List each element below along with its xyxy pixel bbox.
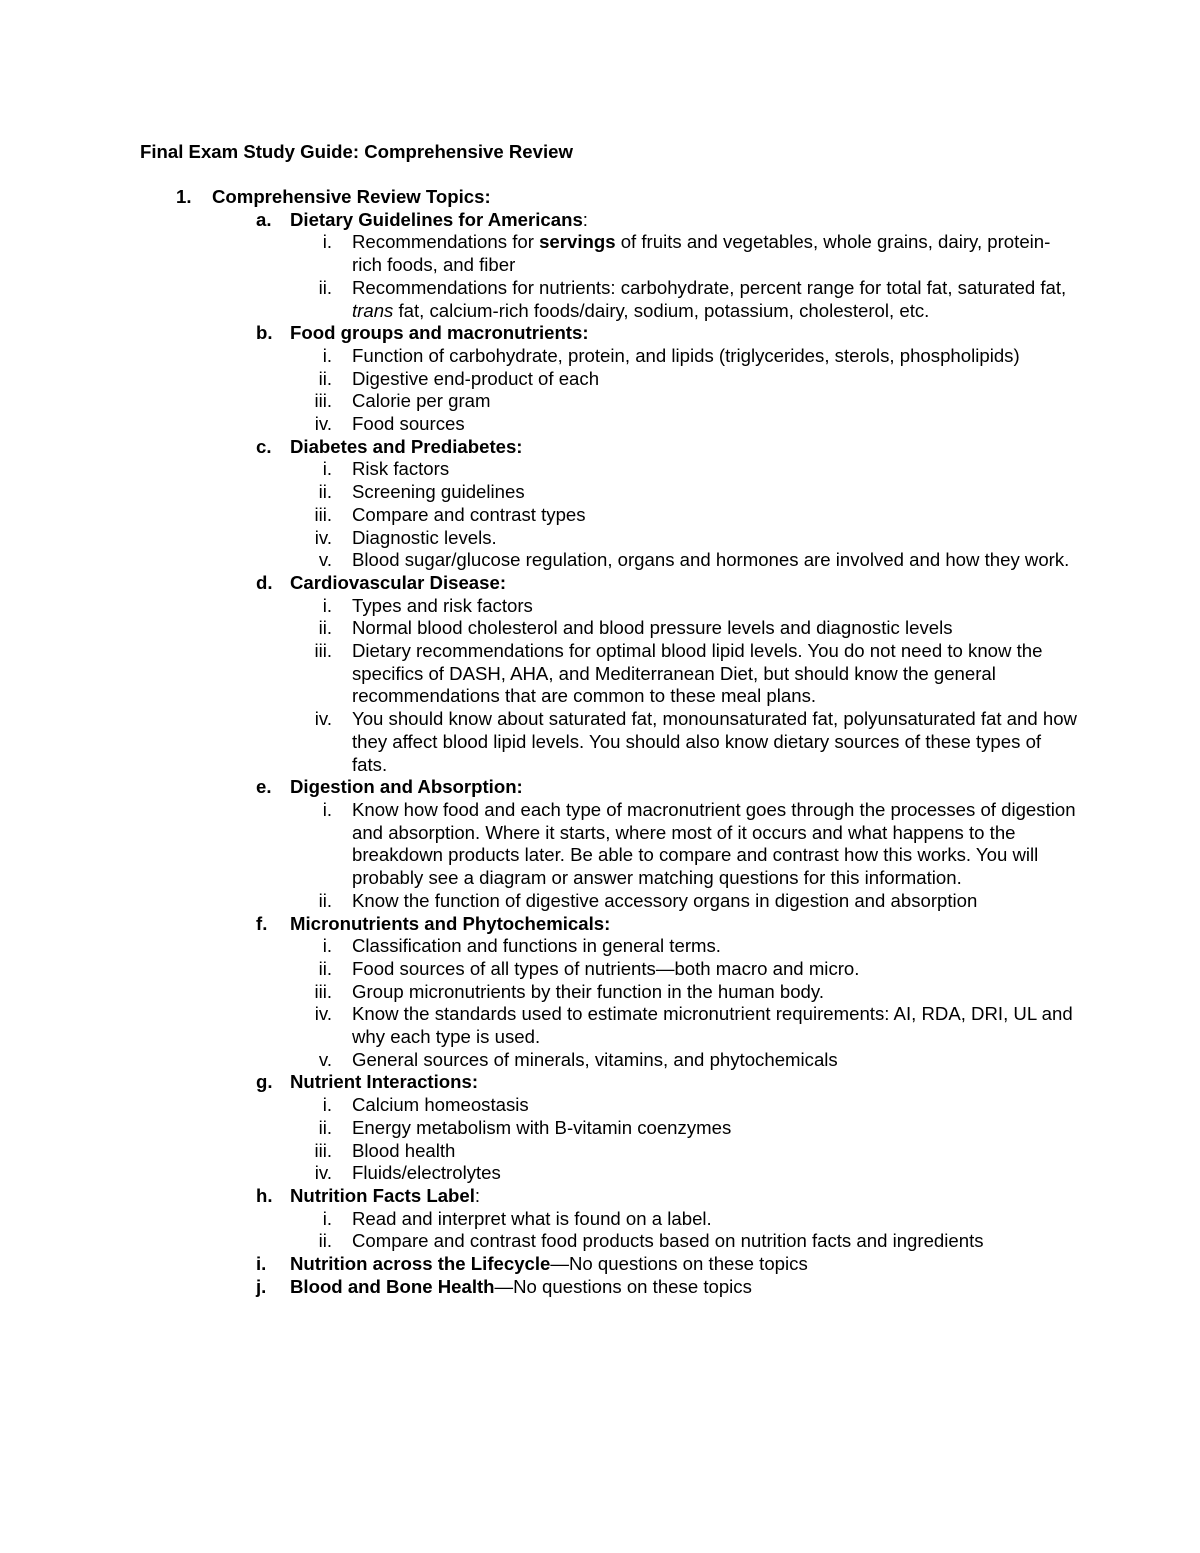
item-text: Fluids/electrolytes: [352, 1162, 501, 1184]
topic-item: [140, 1208, 1080, 1231]
item-text: Food sources: [352, 413, 465, 435]
topic-heading-suffix: :: [474, 1184, 481, 1206]
topic-marker: a.: [256, 208, 272, 230]
topic-heading: Blood and Bone Health: [290, 1275, 495, 1297]
section-heading-row: [140, 186, 1080, 209]
item-text: Calorie per gram: [352, 390, 491, 412]
topic-item: [140, 1230, 1080, 1253]
topic-heading-row: [140, 572, 1080, 595]
topic-marker: i.: [256, 1253, 267, 1275]
topic-heading: Food groups and macronutrients:: [290, 322, 589, 344]
topic-heading-row: [140, 913, 1080, 936]
item-marker: i.: [322, 1094, 332, 1116]
topic-heading-row: [140, 322, 1080, 345]
item-marker: ii.: [318, 1116, 332, 1138]
item-text: Compare and contrast food products based on nutrition facts and ingredients: [352, 1230, 984, 1252]
topic-heading: Digestion and Absorption:: [290, 776, 523, 798]
item-marker: i.: [322, 594, 332, 616]
item-text: Blood sugar/glucose regulation, organs and hormones are involved and how they work.: [352, 549, 1070, 571]
topic-heading: Nutrition Facts Label: [290, 1184, 475, 1206]
topic-item: [140, 958, 1080, 981]
item-marker: i.: [322, 344, 332, 366]
topic-item: [140, 1117, 1080, 1140]
topic-item: [140, 345, 1080, 368]
item-marker: iii.: [314, 390, 332, 412]
item-text-post: fat, calcium-rich foods/dairy, sodium, potassium, cholesterol, etc.: [393, 299, 930, 321]
item-text: Know the standards used to estimate micronutrient requirements: AI, RDA, DRI, UL and why each type is used.: [352, 1003, 1073, 1048]
topic-heading-row: [140, 776, 1080, 799]
topic-list: [140, 209, 1080, 1299]
topic-item: [140, 458, 1080, 481]
topic-heading-row: [140, 1276, 1080, 1299]
item-marker: iv.: [314, 526, 332, 548]
item-text: Types and risk factors: [352, 594, 533, 616]
item-marker: iv.: [314, 1003, 332, 1025]
item-text: Risk factors: [352, 458, 450, 480]
item-text: Calcium homeostasis: [352, 1094, 529, 1116]
topic-heading: Nutrient Interactions:: [290, 1071, 479, 1093]
topic-marker: b.: [256, 322, 273, 344]
topic-item: [140, 890, 1080, 913]
item-marker: ii.: [318, 957, 332, 979]
item-text: Know how food and each type of macronutrient goes through the processes of digestion and absorption. Where it starts, where most of it occurs and what happens to the breakdown products later. Be able to compare and contrast how this works. You will probably see a diagram or answer matching questions for this information.: [352, 798, 1076, 889]
item-marker: i.: [322, 458, 332, 480]
topic-item: [140, 368, 1080, 391]
topic-marker: e.: [256, 776, 272, 798]
item-marker: iii.: [314, 503, 332, 525]
topic-heading-row: [140, 1185, 1080, 1208]
item-text: Energy metabolism with B-vitamin coenzymes: [352, 1116, 732, 1138]
item-text: Dietary recommendations for optimal blood lipid levels. You do not need to know the specifics of DASH, AHA, and Mediterranean Diet, but should know the general recommendations that are common to these meal plans.: [352, 640, 1043, 707]
item-marker: v.: [318, 549, 332, 571]
topic-item: [140, 277, 1080, 322]
topic-heading-row: [140, 1071, 1080, 1094]
topic-item: [140, 413, 1080, 436]
topic-marker: h.: [256, 1184, 273, 1206]
item-marker: iii.: [314, 1139, 332, 1161]
item-text: Group micronutrients by their function in the human body.: [352, 980, 824, 1002]
topic-marker: d.: [256, 571, 273, 593]
item-text: Classification and functions in general terms.: [352, 935, 721, 957]
topic-item: [140, 1003, 1080, 1048]
topic-item: [140, 935, 1080, 958]
item-marker: iii.: [314, 640, 332, 662]
item-marker: i.: [322, 231, 332, 253]
topic-heading: Micronutrients and Phytochemicals:: [290, 912, 611, 934]
topic-heading-row: [140, 1253, 1080, 1276]
item-marker: iv.: [314, 1162, 332, 1184]
topic-heading-suffix: —No questions on these topics: [550, 1253, 808, 1275]
topic-item: [140, 708, 1080, 776]
topic-heading: Cardiovascular Disease:: [290, 571, 507, 593]
topic-item: [140, 1162, 1080, 1185]
topic-heading: Diabetes and Prediabetes:: [290, 435, 523, 457]
topic-heading: Nutrition across the Lifecycle: [290, 1253, 551, 1275]
item-text: Function of carbohydrate, protein, and lipids (triglycerides, sterols, phospholipids): [352, 344, 1020, 366]
item-marker: i.: [322, 935, 332, 957]
item-text: Digestive end-product of each: [352, 367, 600, 389]
item-text: Normal blood cholesterol and blood pressure levels and diagnostic levels: [352, 617, 953, 639]
topic-item: [140, 799, 1080, 890]
topic-marker: j.: [256, 1275, 267, 1297]
section-marker: 1.: [176, 186, 192, 207]
topic-heading-suffix: :: [582, 208, 588, 230]
item-marker: i.: [322, 798, 332, 820]
item-text-pre: Recommendations for nutrients: carbohydrate, percent range for total fat, saturated fat,: [352, 276, 1067, 298]
item-marker: iv.: [314, 708, 332, 730]
item-marker: ii.: [318, 889, 332, 911]
section-heading: Comprehensive Review Topics:: [212, 186, 491, 207]
topic-item: [140, 504, 1080, 527]
topic-marker: g.: [256, 1071, 273, 1093]
item-text-pre: Recommendations for: [352, 231, 540, 253]
topic-item: [140, 390, 1080, 413]
topic-marker: f.: [256, 912, 268, 934]
item-text: Food sources of all types of nutrients—both macro and micro.: [352, 957, 860, 979]
item-marker: ii.: [318, 276, 332, 298]
item-marker: ii.: [318, 617, 332, 639]
topic-item: [140, 549, 1080, 572]
topic-item: [140, 617, 1080, 640]
item-text-post: of fruits and vegetables, whole grains, dairy, protein-rich foods, and fiber: [352, 231, 1051, 276]
topic-item: [140, 981, 1080, 1004]
item-text: You should know about saturated fat, monounsaturated fat, polyunsaturated fat and how they affect blood lipid levels. You should also know dietary sources of these types of fats.: [352, 708, 1077, 775]
item-text: Blood health: [352, 1139, 456, 1161]
topic-item: [140, 481, 1080, 504]
topic-item: [140, 1140, 1080, 1163]
topic-item: [140, 1094, 1080, 1117]
item-text-italic: trans: [352, 299, 394, 321]
topic-item: [140, 527, 1080, 550]
item-marker: ii.: [318, 1230, 332, 1252]
topic-item: [140, 595, 1080, 618]
topic-item: [140, 231, 1080, 276]
review-outline: [140, 186, 1080, 1298]
topic-marker: c.: [256, 435, 272, 457]
topic-heading-suffix: —No questions on these topics: [494, 1275, 752, 1297]
item-marker: iii.: [314, 980, 332, 1002]
item-text: General sources of minerals, vitamins, and phytochemicals: [352, 1048, 838, 1070]
item-text: Compare and contrast types: [352, 503, 586, 525]
topic-heading-row: [140, 209, 1080, 232]
topic-item: [140, 1049, 1080, 1072]
item-marker: iv.: [314, 413, 332, 435]
item-marker: ii.: [318, 367, 332, 389]
document-title: Final Exam Study Guide: Comprehensive Review: [140, 141, 573, 162]
item-text: Screening guidelines: [352, 481, 525, 503]
item-marker: i.: [322, 1207, 332, 1229]
item-text: Read and interpret what is found on a label.: [352, 1207, 712, 1229]
item-text-bold: servings: [539, 231, 616, 253]
item-marker: ii.: [318, 481, 332, 503]
topic-heading-row: [140, 436, 1080, 459]
item-marker: v.: [318, 1048, 332, 1070]
item-text: Diagnostic levels.: [352, 526, 497, 548]
item-text: Know the function of digestive accessory organs in digestion and absorption: [352, 889, 978, 911]
topic-item: [140, 640, 1080, 708]
topic-heading: Dietary Guidelines for Americans: [290, 208, 583, 230]
